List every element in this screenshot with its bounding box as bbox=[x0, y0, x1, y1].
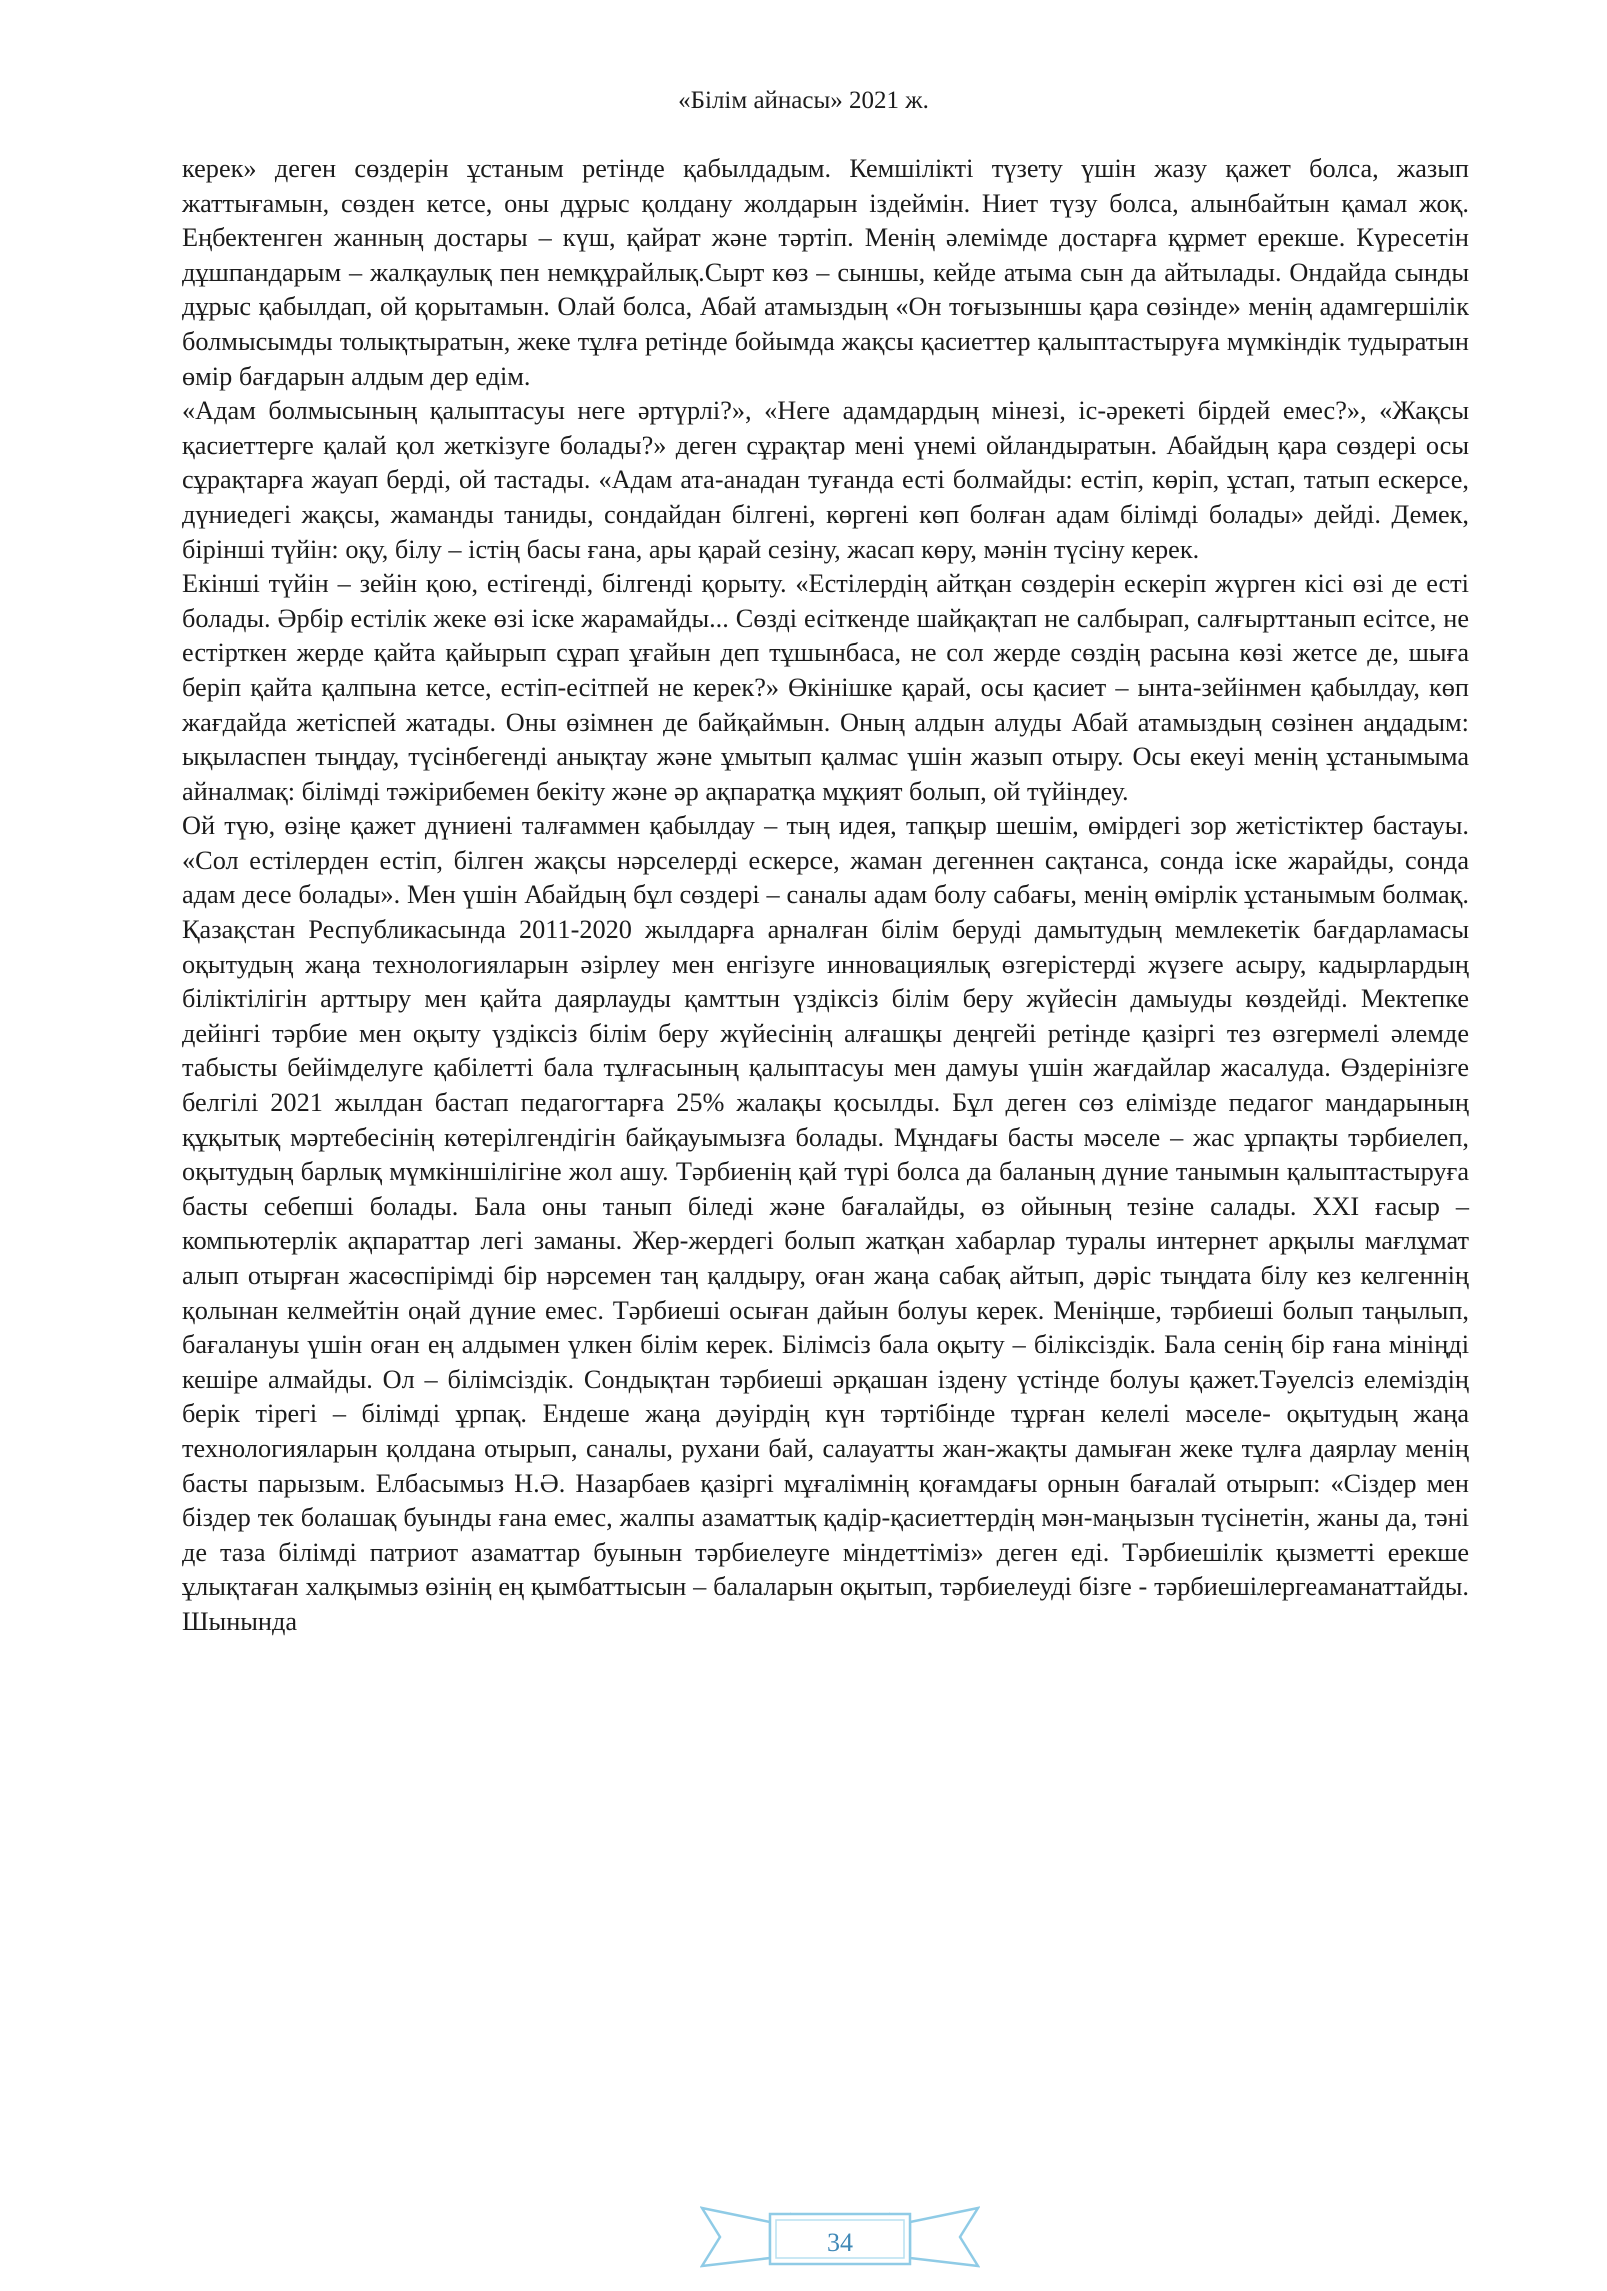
running-header: «Білім айнасы» 2021 ж. bbox=[678, 87, 929, 114]
paragraph: Ой түю, өзіңе қажет дүниені талғаммен қабылдау – тың идея, тапқыр шешім, өмірдегі зор жетістіктер бастауы. «Сол естілерден естіп, білген жақсы нәрселерді ескерсе, жаман дегеннен сақтанса, сонда іске жарайды, сонда адам десе болады». Мен үшін Абайдың бұл сөздері – саналы адам болу сабағы, менің өмірлік ұстанымым болмақ. Қазақстан Республикасында 2011-2020 жылдарға арналған білім беруді дамытудың мемлекетік бағдарламасы оқытудың жаңа технологияларын әзірлеу мен енгізуге инновациялық өзгерістерді жүзеге асыру, кадырлардың біліктілігін арттыру мен қайта даярлауды қамттын үздіксіз білім беру жүйесін дамыуды көздейді. Мектепке дейінгі тәрбие мен оқыту үздіксіз білім беру жүйесінің алғашқы деңгейі ретінде қазіргі тез өзгермелі әлемде табысты бейімделуге қабілетті бала тұлғасының қалыптасуы мен дамуы үшін жағдайлар жасалуда. Өздерінізге белгілі 2021 жылдан бастап педагогтарға 25% жалақы қосылды. Бұл деген сөз елімізде педагог мандарының құқытық мәртебесінің көтерілгендігін байқауымызға болады. Мұндағы басты мәселе – жас ұрпақты тәрбиелеп, оқытудың барлық мүмкіншілігіне жол ашу. Тәрбиенің қай түрі болса да баланың дүние танымын қалыптастыруға басты себепші болады. Бала оны танып біледі және бағалайды, өз ойының тезіне салады. XXI ғасыр – компьютерлік ақпараттар легі заманы. Жер-жердегі болып жатқан хабарлар туралы интернет арқылы мағлұмат алып отырған жасөспірімді бір нәрсемен таң қалдыру, оған жаңа сабақ айтып, дәріс тыңдата білу кез келгеннің қолынан келмейтін оңай дүние емес. Тәрбиеші осыған дайын болуы керек. Меніңше, тәрбиеші болып таңылып, бағалануы үшін оған ең алдымен үлкен білім керек. Білімсіз бала оқыту – біліксіздік. Бала сенің бір ғана мініңді кешіре алмайды. Ол – білімсіздік. Сондықтан тәрбиеші әрқашан іздену үстінде болуы қажет.Тәуелсіз елеміздің берік тірегі – білімді ұрпақ. Ендеше жаңа дәуірдің күн тәртібінде тұрған келелі мәселе- оқытудың жаңа технологияларын қолдана отырып, саналы, рухани бай, салауатты жан-жақты дамыған жеке тұлға даярлау менің басты парызым. Елбасымыз Н.Ә. Назарбаев қазіргі мұғалімнің қоғамдағы орнын бағалай отырып: «Сіздер мен біздер тек болашақ буынды ғана емес, жалпы азаматтық қадір-қасиеттердің мән-маңызын түсінетін, жаны да, тәні де таза білімді патриот азаматтар буынын тәрбиелеуге міндеттіміз» деген еді. Тәрбиешілік қызметті ерекше ұлықтаған халқымыз өзінің ең қымбаттысын – балаларын оқытып, тәрбиелеуді бізге - тәрбиешілергеаманаттайды. Шынында bbox=[182, 811, 1469, 1636]
paragraph: Екінші түйін – зейін қою, естігенді, білгенді қорыту. «Естілердің айтқан сөздерін ескеріп жүрген кісі өзі де есті болады. Әрбір естілік жеке өзі іске жарамайды... Сөзді есіткенде шайқақтап не салбырап, салғырттанып есітсе, не естірткен жерде қайта қайырып сұрап ұғайын деп тұшынбаса, не сол жерде сөздің расына көзі жетсе де, шыға беріп қайта қалпына кетсе, естіп-есітпей не керек?» Өкінішке қарай, осы қасиет – ынта-зейінмен қабылдау, көп жағдайда жетіспей жатады. Оны өзімнен де байқаймын. Оның алдын алуды Абай атамыздың сөзінен аңдадым: ықыласпен тыңдау, түсінбегенді анықтау және ұмытып қалмас үшін жазып отыру. Осы екеуі менің ұстанымыма айналмақ: білімді тәжірибемен бекіту және әр ақпаратқа мұқият болып, ой түйіндеу. bbox=[182, 569, 1469, 806]
page-number: 34 bbox=[827, 2228, 853, 2257]
article-body bbox=[182, 152, 1469, 1640]
paragraph: керек» деген сөздерін ұстаным ретінде қабылдадым. Кемшілікті түзету үшін жазу қажет болса, жазып жаттығамын, сөзден кетсе, оны дұрыс қолдану жолдарын іздеймін. Ниет түзу болса, алынбайтын қамал жоқ. Еңбектенген жанның достары – күш, қайрат және тәртіп. Менің әлемімде достарға құрмет ерекше. Күресетін дұшпандарым – жалқаулық пен немқұрайлық.Сырт көз – сыншы, кейде атыма сын да айтылады. Ондайда сынды дұрыс қабылдап, ой қорытамын. Олай болса, Абай атамыздың «Он тоғызыншы қара сөзінде» менің адамгершілік болмысымды толықтыратын, жеке тұлға ретінде бойымда жақсы қасиеттер қалыптастыруға мүмкіндік тудыратын өмір бағдарын алдым дер едім. bbox=[182, 154, 1469, 391]
page-number-ribbon bbox=[700, 2200, 980, 2280]
paragraph: «Адам болмысының қалыптасуы неге әртүрлі?», «Неге адамдардың мінезі, іс-әрекеті бірдей емес?», «Жақсы қасиеттерге қалай қол жеткізуге болады?» деген сұрақтар мені үнемі ойландыратын. Абайдың қара сөздері осы сұрақтарға жауап берді, ой тастады. «Адам ата-анадан туғанда есті болмайды: естіп, көріп, ұстап, татып ескерсе, дүниедегі жақсы, жаманды таниды, сондайдан білгені, көргені көп болған адам білімді болады» дейді. Демек, бірінші түйін: оқу, білу – істің басы ғана, ары қарай сезіну, жасап көру, мәнін түсіну керек. bbox=[182, 396, 1469, 564]
